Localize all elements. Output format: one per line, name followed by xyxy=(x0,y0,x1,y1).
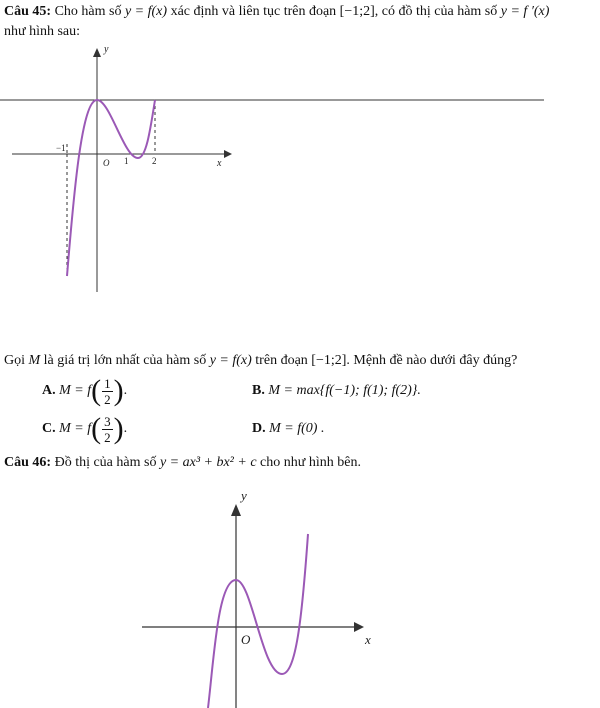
q46-y-arrow xyxy=(231,504,241,516)
option-c-den: 2 xyxy=(104,429,111,445)
q45-y-arrow xyxy=(93,48,101,57)
q45-interval: [−1;2] xyxy=(339,4,375,19)
option-a-rparen: ) xyxy=(113,374,124,407)
q45-q-prefix: Gọi xyxy=(4,353,25,368)
option-b-label: B. xyxy=(252,383,265,398)
option-c-lparen: ( xyxy=(91,412,102,445)
q45-graph-of: , có đồ thị của hàm số xyxy=(374,4,498,19)
option-a-den: 2 xyxy=(104,391,111,407)
q45-x-arrow xyxy=(224,150,232,158)
q46-line1 xyxy=(4,455,361,471)
q45-func: y = f(x) xyxy=(124,4,168,19)
q45-q-mid: là giá trị lớn nhất của hàm số xyxy=(43,353,207,368)
q46-origin-label: O xyxy=(241,632,251,647)
option-d-text: M = f(0) . xyxy=(269,421,325,436)
q45-q-var: M xyxy=(28,353,41,368)
q45-x-label: x xyxy=(217,158,222,169)
option-c-rparen: ) xyxy=(113,412,124,445)
option-a-lhs: M = f xyxy=(59,383,92,399)
q46-outro: cho như hình bên. xyxy=(260,455,361,470)
option-c-frac xyxy=(102,415,113,444)
q46-curve xyxy=(208,534,308,708)
option-d-label: D. xyxy=(252,421,266,436)
q45-graph xyxy=(0,40,600,350)
q45-intro: Cho hàm số xyxy=(54,4,122,19)
option-a-lparen: ( xyxy=(91,374,102,407)
option-c-num: 3 xyxy=(104,413,111,429)
q45-q-mid2: trên đoạn xyxy=(255,353,308,368)
q45-q-interval: [−1;2] xyxy=(311,353,347,368)
q45-defined: xác định và liên tục trên đoạn xyxy=(170,4,337,19)
q46-number: Câu 46 xyxy=(4,455,47,470)
q46-x-arrow xyxy=(354,622,364,632)
option-a-label: A. xyxy=(42,383,56,399)
q45-question xyxy=(4,353,517,369)
q46-colon: : xyxy=(46,455,52,470)
option-c-label: C. xyxy=(42,421,56,437)
option-a-frac xyxy=(102,377,113,406)
option-b-text: M = max{f(−1); f(1); f(2)}. xyxy=(268,383,421,398)
q46-intro: Đồ thị của hàm số xyxy=(54,455,157,470)
option-d[interactable] xyxy=(252,421,324,437)
option-c-lhs: M = f xyxy=(59,421,92,437)
q45-q-suffix: . Mệnh đề nào dưới đây đúng? xyxy=(346,353,518,368)
q45-tick-2: 2 xyxy=(152,156,157,166)
option-a[interactable] xyxy=(42,376,127,406)
q45-y-label: y xyxy=(104,44,109,55)
q45-colon: : xyxy=(46,4,52,19)
q45-number: Câu 45 xyxy=(4,4,47,19)
q45-line2: như hình sau: xyxy=(4,24,81,39)
q46-y-label: y xyxy=(241,488,247,503)
q45-tick-minus1: −1 xyxy=(56,143,66,153)
option-c-tail: . xyxy=(123,421,128,437)
option-c[interactable] xyxy=(42,414,127,444)
q45-line1 xyxy=(4,4,549,20)
option-b[interactable] xyxy=(252,383,421,399)
option-a-num: 1 xyxy=(104,375,111,391)
q45-tick-1: 1 xyxy=(124,156,129,166)
q45-deriv: y = f ′(x) xyxy=(500,4,550,19)
q45-curve xyxy=(67,100,155,276)
option-a-tail: . xyxy=(123,383,128,399)
q45-q-func: y = f(x) xyxy=(209,353,252,368)
q46-x-label: x xyxy=(365,632,371,647)
q46-func: y = ax³ + bx² + c xyxy=(159,455,257,470)
q46-graph xyxy=(0,478,600,708)
q45-origin-label: O xyxy=(103,158,110,168)
